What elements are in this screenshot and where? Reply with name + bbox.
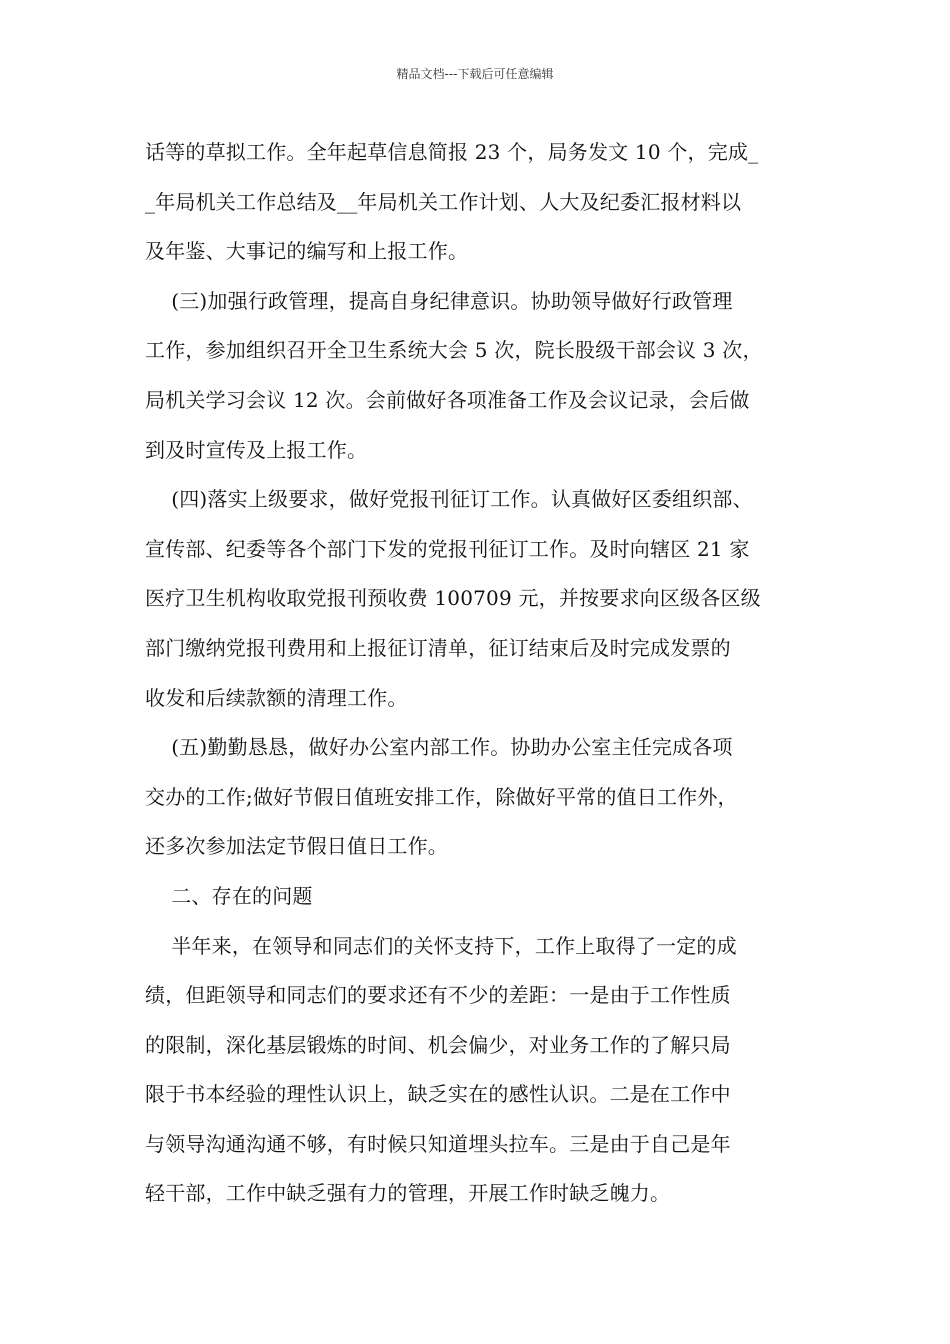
text-line: 交办的工作;做好节假日值班安排工作，除做好平常的值日工作外，: [145, 784, 738, 809]
text-line: (三)加强行政管理，提高自身纪律意识。协助领导做好行政管理: [145, 288, 733, 313]
text-line: 医疗卫生机构收取党报刊预收费 100709 元，并按要求向区级各区级: [145, 586, 761, 611]
text-line: 二、存在的问题: [145, 883, 313, 908]
text-line: 局机关学习会议 12 次。会前做好各项准备工作及会议记录，会后做: [145, 387, 750, 412]
page-header: 精品文档---下载后可任意编辑: [396, 67, 554, 81]
text-line: 及年鉴、大事记的编写和上报工作。: [145, 239, 469, 264]
text-line: 宣传部、纪委等各个部门下发的党报刊征订工作。及时向辖区 21 家: [145, 536, 750, 561]
text-line: 部门缴纳党报刊费用和上报征订清单，征订结束后及时完成发票的: [145, 635, 731, 660]
text-line: 收发和后续款额的清理工作。: [145, 685, 408, 710]
text-line: 到及时宣传及上报工作。: [145, 437, 368, 462]
text-line: 的限制，深化基层锻炼的时间、机会偏少，对业务工作的了解只局: [145, 1032, 731, 1057]
document-body: [145, 128, 810, 1219]
text-line: 限于书本经验的理性认识上，缺乏实在的感性认识。二是在工作中: [145, 1082, 731, 1107]
text-line: 与领导沟通沟通不够，有时候只知道埋头拉车。三是由于自己是年: [145, 1131, 731, 1156]
text-line: (四)落实上级要求，做好党报刊征订工作。认真做好区委组织部、: [145, 487, 753, 512]
text-line: 轻干部，工作中缺乏强有力的管理，开展工作时缺乏魄力。: [145, 1181, 671, 1206]
text-line: 话等的草拟工作。全年起草信息简报 23 个，局务发文 10 个，完成_: [145, 140, 759, 164]
text-line: _年局机关工作总结及__年局机关工作计划、人大及纪委汇报材料以: [145, 189, 742, 214]
text-line: 还多次参加法定节假日值日工作。: [145, 834, 448, 859]
text-line: 半年来，在领导和同志们的关怀支持下，工作上取得了一定的成: [145, 933, 737, 958]
text-line: 绩，但距领导和同志们的要求还有不少的差距：一是由于工作性质: [145, 983, 731, 1008]
text-line: (五)勤勤恳恳，做好办公室内部工作。协助办公室主任完成各项: [145, 735, 733, 760]
text-line: 工作，参加组织召开全卫生系统大会 5 次，院长股级干部会议 3 次，: [145, 338, 763, 363]
